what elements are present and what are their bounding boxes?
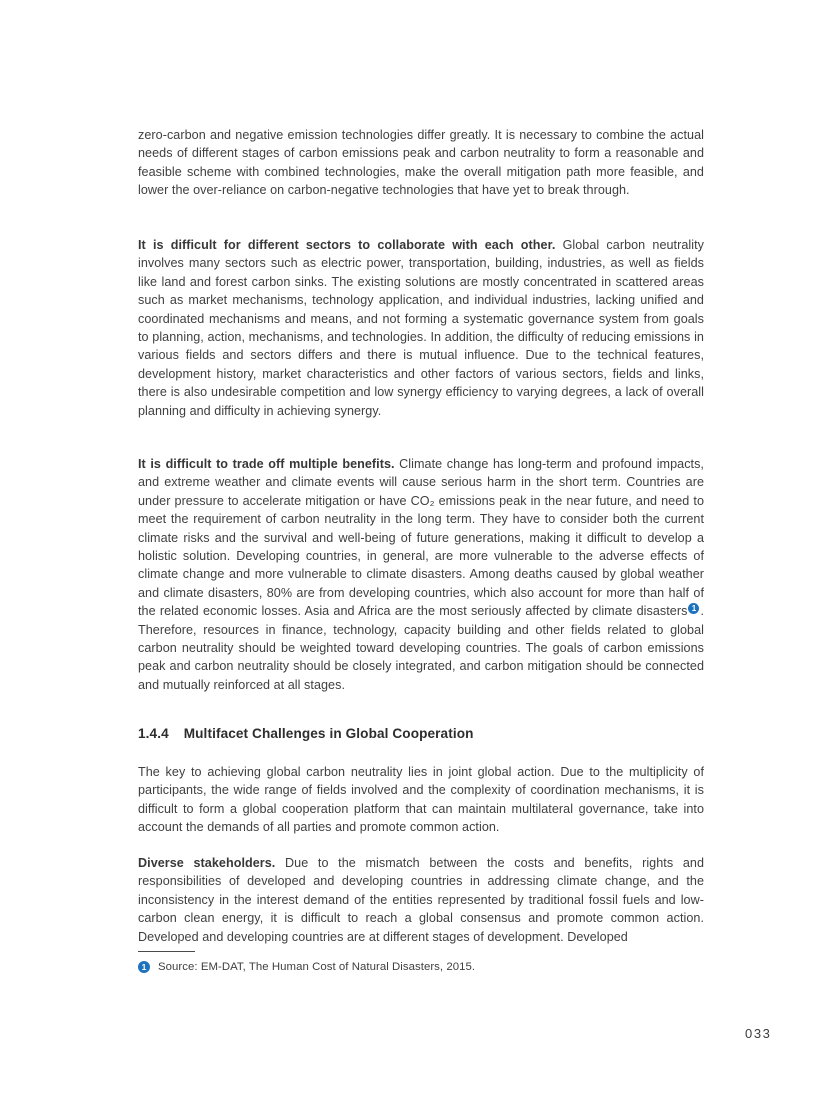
paragraph-global-cooperation-intro (138, 763, 704, 837)
paragraph-lead-bold: Diverse stakeholders. (138, 856, 276, 870)
paragraph-text: The key to achieving global carbon neutrality lies in joint global action. Due to the multiplicity of participants, the wide range of fields involved and the complexity of coordination mechanisms, it is difficult to form a global cooperation platform that can maintain multilateral governance, take into account the demands of all parties and promote common action. (138, 765, 704, 835)
page-number: 033 (745, 1026, 772, 1041)
paragraph-lead-bold: It is difficult for different sectors to collaborate with each other. (138, 238, 556, 252)
paragraph-zero-carbon (138, 126, 704, 200)
footnote-text: Source: EM-DAT, The Human Cost of Natural Disasters, 2015. (158, 961, 476, 973)
footnote-number-badge: 1 (138, 961, 150, 973)
footnote (138, 951, 704, 973)
paragraph-sectors-collaboration (138, 236, 704, 420)
paragraph-text: Due to the mismatch between the costs and benefits, rights and responsibilities of developed and developing countries in addressing climate change, and the inconsistency in the interest demand of the entities represented by traditional fossil fuels and low-carbon clean energy, it is difficult to reach a global consensus and promote common action. Developed and developing countries are at different stages of development. Developed (138, 856, 704, 944)
paragraph-text: Climate change has long-term and profound impacts, and extreme weather and climate events will cause serious harm in the short term. Countries are under pressure to accelerate mitigation or have CO₂ emissions peak in the near future, and need to meet the requirement of carbon neutrality in the long term. They have to consider both the current climate risks and the survival and well-being of future generations, making it difficult to develop a holistic solution. Developing countries, in general, are more vulnerable to the adverse effects of climate change and more vulnerable to climate disasters. Among deaths caused by global weather and climate disasters, 80% are from developing countries, which also account for more than half of the related economic losses. Asia and Africa are the most seriously affected by climate disasters (138, 457, 704, 619)
footnote-divider (138, 951, 195, 952)
section-heading (138, 726, 704, 741)
section-title: Multifacet Challenges in Global Cooperation (183, 726, 474, 741)
paragraph-diverse-stakeholders (138, 854, 704, 946)
paragraph-text: zero-carbon and negative emission technologies differ greatly. It is necessary to combine the actual needs of different stages of carbon emissions peak and carbon neutrality to form a reasonable and feasible scheme with combined technologies, make the overall mitigation path more feasible, and lower the over-reliance on carbon-negative technologies that have yet to break through. (138, 128, 704, 198)
footnote-reference-marker: 1 (688, 603, 699, 614)
paragraph-text: Global carbon neutrality involves many sectors such as electric power, transportation, building, industries, as well as fields like land and forest carbon sinks. The existing solutions are mostly concentrated in scattered areas such as market mechanisms, technology application, and individual industries, lacking unified and coordinated mechanisms and means, and not forming a systematic governance system from goals to planning, action, mechanisms, and technologies. In addition, the difficulty of reducing emissions in various fields and sectors differs and there is mutual influence. Due to the technical features, development history, market characteristics and other factors of various sectors, fields and links, there is also undesirable competition and low synergy efficiency to varying degrees, a lack of overall planning and difficulty in achieving synergy. (138, 238, 704, 418)
footnote-line (138, 961, 704, 973)
paragraph-multiple-benefits (138, 455, 704, 694)
section-number: 1.4.4 (138, 726, 169, 741)
paragraph-lead-bold: It is difficult to trade off multiple benefits. (138, 457, 395, 471)
paragraph-text: . Therefore, resources in finance, technology, capacity building and other fields related to global carbon neutrality should be weighted toward developing countries. The goals of carbon emissions peak and carbon neutrality should be closely integrated, and carbon mitigation should be connected and mutually reinforced at all stages. (138, 604, 704, 692)
